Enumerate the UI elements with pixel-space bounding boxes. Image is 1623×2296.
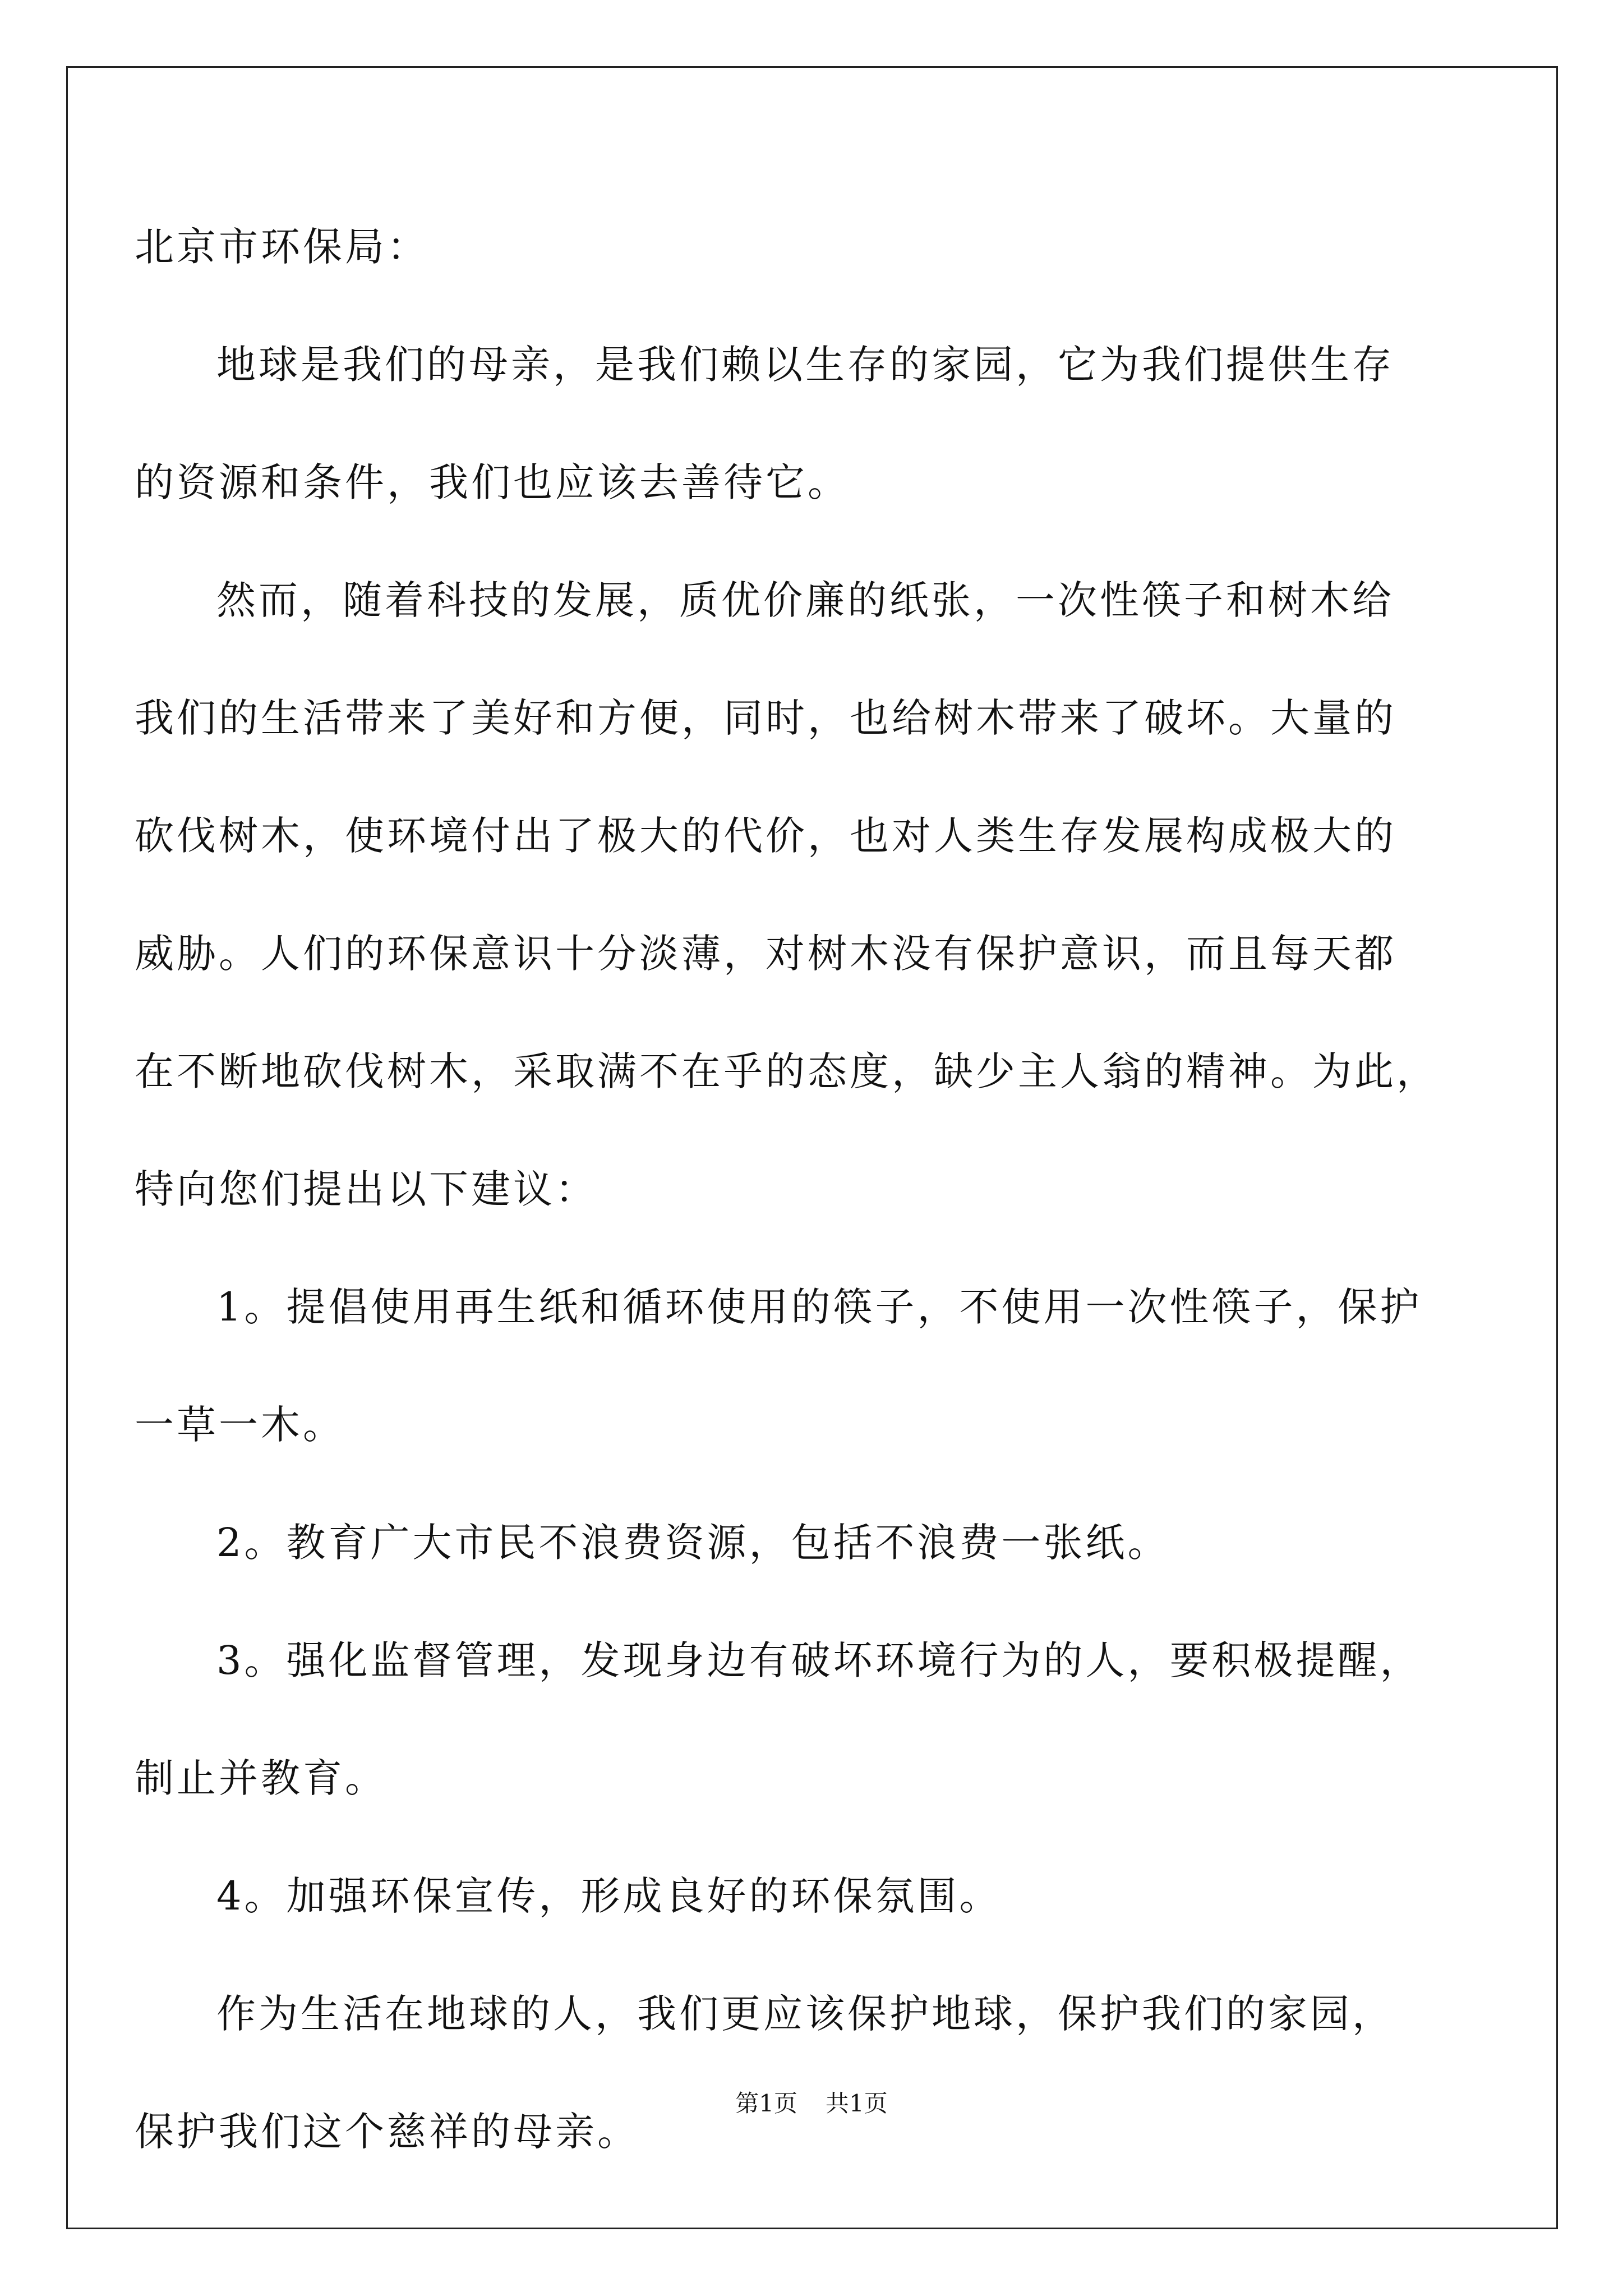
suggestion-3-line-1: 3。强化监督管理，发现身边有破坏环境行为的人，要积极提醒， xyxy=(216,1637,1422,1683)
page-number: 第1页 xyxy=(735,2090,797,2117)
page-total: 共1页 xyxy=(826,2090,888,2117)
salutation: 北京市环保局： xyxy=(135,224,429,270)
paragraph-2-line-1: 然而，随着科技的发展，质优价廉的纸张，一次性筷子和树木给 xyxy=(216,577,1394,623)
suggestion-4: 4。加强环保宣传，形成良好的环保氛围。 xyxy=(216,1873,1002,1919)
paragraph-2-line-2: 我们的生活带来了美好和方便，同时，也给树木带来了破坏。大量的 xyxy=(135,695,1396,741)
closing-line-1: 作为生活在地球的人，我们更应该保护地球，保护我们的家园， xyxy=(216,1991,1394,2037)
closing-line-2: 保护我们这个慈祥的母亲。 xyxy=(135,2109,639,2155)
paragraph-2-line-5: 在不断地砍伐树木，采取满不在乎的态度，缺少主人翁的精神。为此， xyxy=(135,1048,1438,1094)
paragraph-2-line-6: 特向您们提出以下建议： xyxy=(135,1166,597,1212)
paragraph-1-line-2: 的资源和条件，我们也应该去善待它。 xyxy=(135,459,850,505)
paragraph-2-line-4: 威胁。人们的环保意识十分淡薄，对树木没有保护意识，而且每天都 xyxy=(135,931,1396,977)
suggestion-3-line-2: 制止并教育。 xyxy=(135,1755,387,1801)
page-footer xyxy=(0,2090,1623,2118)
suggestion-1-line-2: 一草一木。 xyxy=(135,1402,345,1448)
paragraph-1-line-1: 地球是我们的母亲，是我们赖以生存的家园，它为我们提供生存 xyxy=(216,342,1394,388)
suggestion-2: 2。教育广大市民不浪费资源，包括不浪费一张纸。 xyxy=(216,1520,1170,1566)
suggestion-1-line-1: 1。提倡使用再生纸和循环使用的筷子，不使用一次性筷子，保护 xyxy=(216,1284,1422,1330)
paragraph-2-line-3: 砍伐树木，使环境付出了极大的代价，也对人类生存发展构成极大的 xyxy=(135,813,1396,859)
